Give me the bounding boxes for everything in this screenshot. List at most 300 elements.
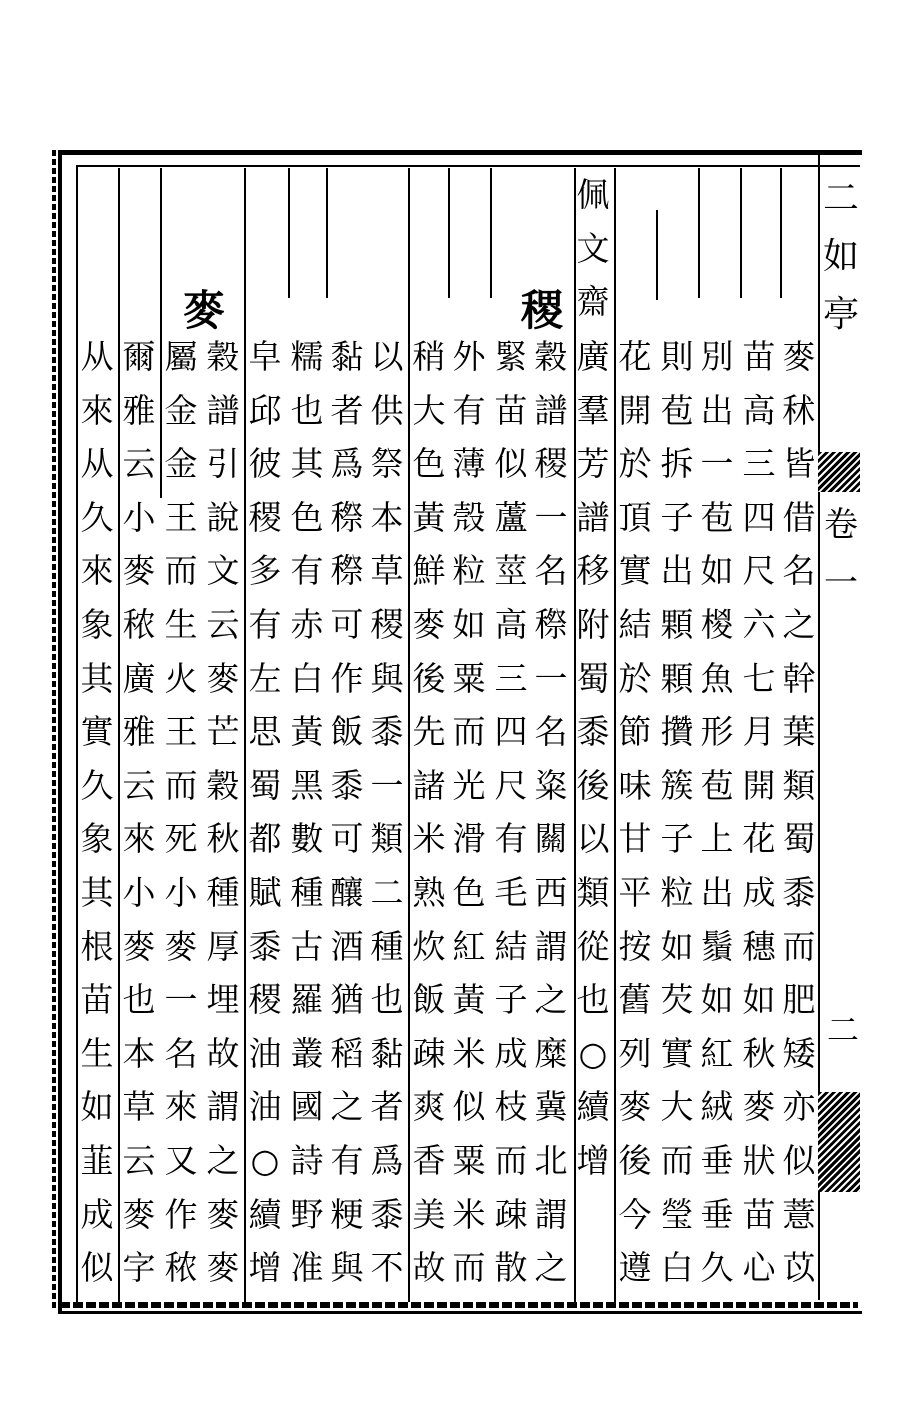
text-char: 後 (412, 658, 446, 698)
text-char: 而 (494, 1140, 528, 1180)
text-char: 類 (576, 872, 610, 912)
text-char: 如 (742, 980, 776, 1020)
text-column (366, 330, 408, 1295)
text-char: 雅 (122, 390, 156, 430)
text-char: 王 (164, 712, 198, 752)
text-char: 薏 (782, 1194, 816, 1234)
text-char: 韮 (80, 1140, 114, 1180)
text-char: 邱 (248, 390, 282, 430)
fish-tail-mark-lower (818, 1092, 860, 1192)
text-char: 疎 (494, 1194, 528, 1234)
text-char: 簇 (660, 765, 694, 805)
text-char: 苞 (660, 390, 694, 430)
text-char: 皁 (248, 337, 282, 376)
text-char: 一 (700, 444, 734, 484)
text-char: 穄 (534, 604, 568, 644)
text-char: 殼 (452, 497, 486, 537)
text-char: 秫 (782, 390, 816, 430)
text-char: 種 (290, 872, 324, 912)
text-char: 秋 (742, 1033, 776, 1073)
text-column (656, 330, 698, 1295)
text-char: 大 (660, 1087, 694, 1127)
text-column (778, 330, 820, 1295)
text-char: 謂 (534, 926, 568, 966)
text-column (572, 330, 614, 1188)
text-char: 譜 (576, 497, 610, 537)
text-char: 粢 (534, 765, 568, 805)
text-char: 緊 (494, 337, 528, 376)
text-char: 黑 (290, 765, 324, 805)
text-char: 名 (782, 551, 816, 591)
text-char: 列 (618, 1033, 652, 1073)
text-char: 借 (782, 497, 816, 537)
text-char: 米 (412, 819, 446, 859)
text-char: 黏 (330, 337, 364, 376)
fish-tail-mark (818, 452, 860, 492)
text-char: 如 (660, 926, 694, 966)
text-char: 色 (412, 444, 446, 484)
text-char: 香 (412, 1140, 446, 1180)
text-char: 如 (452, 604, 486, 644)
fold-volume-char: 卷 (824, 505, 858, 545)
text-char: 絨 (700, 1087, 734, 1127)
text-char: 米 (452, 1033, 486, 1073)
text-char: 糯 (290, 337, 324, 376)
text-char: 尺 (742, 551, 776, 591)
text-char: 毛 (494, 872, 528, 912)
text-char: 花 (618, 337, 652, 376)
text-char: 稷 (370, 604, 404, 644)
text-char: 麥 (206, 658, 240, 698)
text-char: 穀 (206, 337, 240, 376)
text-char: 字 (122, 1248, 156, 1288)
text-char: 准 (290, 1248, 324, 1288)
text-char: 从 (80, 337, 114, 376)
text-column (614, 330, 656, 1295)
text-char: 稻 (330, 1033, 364, 1073)
text-char: 厚 (206, 926, 240, 966)
text-char: 黃 (452, 980, 486, 1020)
text-char: 也 (122, 980, 156, 1020)
text-char: 稷 (248, 497, 282, 537)
text-char: 高 (494, 604, 528, 644)
text-char: 如 (80, 1087, 114, 1127)
text-column (160, 330, 202, 1295)
text-char: 黏 (370, 1033, 404, 1073)
text-char: 滑 (452, 819, 486, 859)
text-char: 色 (290, 497, 324, 537)
text-char: 而 (164, 551, 198, 591)
text-char: 稷 (534, 444, 568, 484)
text-char: 種 (206, 872, 240, 912)
text-char: 廣 (122, 658, 156, 698)
text-char: 譜 (534, 390, 568, 430)
text-char: 花 (742, 819, 776, 859)
text-char: 麥 (412, 604, 446, 644)
text-char: 成 (742, 872, 776, 912)
text-char: 黃 (412, 497, 446, 537)
text-char: 云 (122, 1140, 156, 1180)
text-char: 古 (290, 926, 324, 966)
text-char: 而 (660, 1140, 694, 1180)
text-char: 與 (370, 658, 404, 698)
text-char: 矮 (782, 1033, 816, 1073)
heading-ji: 稷 (520, 286, 563, 335)
text-char: 成 (80, 1194, 114, 1234)
text-char: 有 (330, 1140, 364, 1180)
text-char: 月 (742, 712, 776, 752)
text-char: 謂 (534, 1194, 568, 1234)
text-char: 成 (494, 1033, 528, 1073)
text-char: 六 (742, 604, 776, 644)
text-char: 穀 (206, 765, 240, 805)
text-char: 三 (742, 444, 776, 484)
text-char: 似 (494, 444, 528, 484)
text-char: 實 (660, 1033, 694, 1073)
text-char: 麥 (122, 926, 156, 966)
text-char: 生 (164, 604, 198, 644)
text-char: 者 (330, 390, 364, 430)
text-char: 黃 (290, 712, 324, 752)
text-char: 穗 (742, 926, 776, 966)
text-char: 關 (534, 819, 568, 859)
text-char: 粟 (452, 658, 486, 698)
text-char: 國 (290, 1087, 324, 1127)
text-char: 麥 (742, 1087, 776, 1127)
text-char: 苞 (700, 497, 734, 537)
text-char: 麥 (122, 1194, 156, 1234)
text-char: 爲 (330, 444, 364, 484)
text-column (448, 330, 490, 1295)
column-rule (656, 210, 658, 300)
column-rule (288, 168, 290, 298)
text-char: 引 (206, 444, 240, 484)
fold-title-char: 二 (822, 178, 859, 219)
text-char: 一 (370, 765, 404, 805)
text-char: 油 (248, 1033, 282, 1073)
text-char: 一 (164, 980, 198, 1020)
text-char: 鬚 (700, 926, 734, 966)
text-char: 黍 (370, 712, 404, 752)
text-char: 者 (370, 1087, 404, 1127)
text-char: 黍 (330, 765, 364, 805)
text-char: 金 (164, 444, 198, 484)
text-char: 西 (534, 872, 568, 912)
text-char: 三 (494, 658, 528, 698)
text-char: 久 (700, 1248, 734, 1288)
text-char: 別 (700, 337, 734, 376)
fold-volume-char: 一 (824, 563, 858, 603)
text-char: 增 (576, 1140, 610, 1180)
text-char: 可 (330, 819, 364, 859)
text-char: ○ (578, 1033, 608, 1073)
text-char: 莖 (494, 551, 528, 591)
text-char: 秋 (206, 819, 240, 859)
text-char: 甘 (618, 819, 652, 859)
text-char: 有 (494, 819, 528, 859)
text-char: 類 (370, 819, 404, 859)
text-column (696, 330, 738, 1295)
text-char: 以 (370, 337, 404, 376)
column-rule (780, 168, 782, 298)
text-char: 移 (576, 551, 610, 591)
column-rule (490, 168, 492, 298)
text-char: 以 (576, 819, 610, 859)
text-char: 從 (576, 926, 610, 966)
text-char: 也 (290, 390, 324, 430)
text-char: ○ (250, 1140, 280, 1180)
text-char: 芳 (576, 444, 610, 484)
fold-title (822, 170, 860, 344)
text-char: 實 (80, 712, 114, 752)
text-char: 魚 (700, 658, 734, 698)
text-char: 有 (248, 604, 282, 644)
text-char: 羅 (290, 980, 324, 1020)
text-char: 芒 (206, 712, 240, 752)
column-rule (740, 168, 742, 298)
text-char: 一 (534, 658, 568, 698)
text-char: 詩 (290, 1140, 324, 1180)
text-char: 名 (164, 1033, 198, 1073)
text-char: 而 (782, 926, 816, 966)
text-char: 尺 (494, 765, 528, 805)
text-char: 稍 (412, 337, 446, 376)
text-char: 米 (452, 1194, 486, 1234)
text-char: 薄 (452, 444, 486, 484)
text-char: 而 (164, 765, 198, 805)
text-char: 野 (290, 1194, 324, 1234)
text-char: 本 (370, 497, 404, 537)
text-char: 子 (660, 819, 694, 859)
text-char: 來 (80, 390, 114, 430)
text-char: 諸 (412, 765, 446, 805)
text-column (738, 330, 780, 1295)
text-char: 草 (122, 1087, 156, 1127)
text-char: 增 (248, 1248, 282, 1288)
text-char: 有 (290, 551, 324, 591)
text-char: 其 (80, 658, 114, 698)
text-char: 外 (452, 337, 486, 376)
text-char: 椶 (700, 604, 734, 644)
text-char: 實 (618, 551, 652, 591)
text-char: 鮮 (412, 551, 446, 591)
text-char: 蜀 (576, 658, 610, 698)
text-char: 佩 (576, 175, 610, 214)
text-char: 故 (206, 1033, 240, 1073)
text-char: 於 (618, 444, 652, 484)
text-char: 大 (412, 390, 446, 430)
text-char: 黍 (576, 712, 610, 752)
text-char: 麥 (164, 926, 198, 966)
text-char: 北 (534, 1140, 568, 1180)
text-column (76, 330, 118, 1295)
text-column (202, 330, 244, 1295)
text-char: 穄 (330, 551, 364, 591)
margin-strip (52, 150, 56, 1310)
heading-mai: 麥 (182, 286, 225, 335)
fold-volume (822, 496, 860, 612)
text-char: 又 (164, 1140, 198, 1180)
text-char: 之 (330, 1087, 364, 1127)
text-char: 如 (700, 980, 734, 1020)
text-char: 譜 (206, 390, 240, 430)
text-column (530, 330, 572, 1295)
text-char: 黍 (370, 1194, 404, 1234)
text-char: 平 (618, 872, 652, 912)
text-char: 肥 (782, 980, 816, 1020)
text-char: 瑩 (660, 1194, 694, 1234)
text-char: 說 (206, 497, 240, 537)
text-char: 屬 (164, 337, 198, 376)
text-char: 結 (494, 926, 528, 966)
text-char: 象 (80, 604, 114, 644)
text-char: 稷 (248, 980, 282, 1020)
text-char: 熟 (412, 872, 446, 912)
text-char: 枝 (494, 1087, 528, 1127)
text-char: 類 (782, 765, 816, 805)
text-char: 謂 (206, 1087, 240, 1127)
text-column (408, 330, 450, 1295)
text-char: 美 (412, 1194, 446, 1234)
text-char: 爽 (412, 1087, 446, 1127)
text-char: 紅 (452, 926, 486, 966)
text-char: 苡 (782, 1248, 816, 1288)
text-char: 作 (164, 1194, 198, 1234)
text-char: 彼 (248, 444, 282, 484)
text-char: 一 (534, 497, 568, 537)
text-char: 其 (290, 444, 324, 484)
column-rule (698, 168, 700, 298)
text-char: 文 (576, 228, 610, 268)
text-char: 故 (412, 1248, 446, 1288)
text-char: 麥 (618, 1087, 652, 1127)
text-char: 出 (700, 390, 734, 430)
text-char: 按 (618, 926, 652, 966)
text-char: 數 (290, 819, 324, 859)
text-char: 與 (330, 1248, 364, 1288)
text-char: 子 (660, 497, 694, 537)
text-char: 小 (122, 872, 156, 912)
text-char: 左 (248, 658, 282, 698)
text-char: 麥 (782, 337, 816, 376)
text-char: 疎 (412, 1033, 446, 1073)
text-char: 苗 (742, 337, 776, 376)
text-char: 出 (660, 551, 694, 591)
text-char: 則 (660, 337, 694, 376)
text-char: 名 (534, 551, 568, 591)
text-char: 王 (164, 497, 198, 537)
text-column (490, 330, 532, 1295)
text-char: 穄 (330, 497, 364, 537)
text-char: 麥 (122, 551, 156, 591)
text-char: 白 (660, 1248, 694, 1288)
text-char: 上 (700, 819, 734, 859)
text-char: 云 (122, 444, 156, 484)
text-char: 附 (576, 604, 610, 644)
text-char: 本 (122, 1033, 156, 1073)
text-char: 炊 (412, 926, 446, 966)
text-char: 羣 (576, 390, 610, 430)
text-char: 黍 (248, 926, 282, 966)
text-char: 也 (576, 980, 610, 1020)
text-char: 穀 (534, 337, 568, 376)
column-rule (448, 168, 450, 298)
text-char: 小 (164, 872, 198, 912)
text-char: 今 (618, 1194, 652, 1234)
text-char: 顆 (660, 604, 694, 644)
text-char: 生 (80, 1033, 114, 1073)
text-char: 酒 (330, 926, 364, 966)
text-char: 四 (494, 712, 528, 752)
text-char: 粳 (330, 1194, 364, 1234)
text-column (286, 330, 328, 1295)
text-char: 遵 (618, 1248, 652, 1288)
text-char: 開 (618, 390, 652, 430)
text-char: 粒 (452, 551, 486, 591)
text-char: 續 (576, 1087, 610, 1127)
text-char: 白 (290, 658, 324, 698)
text-char: 先 (412, 712, 446, 752)
column-rule (326, 168, 328, 298)
text-char: 不 (370, 1248, 404, 1288)
text-char: 草 (370, 551, 404, 591)
text-char: 云 (122, 765, 156, 805)
text-char: 如 (700, 551, 734, 591)
text-char: 多 (248, 551, 282, 591)
text-char: 狀 (742, 1140, 776, 1180)
text-char: 節 (618, 712, 652, 752)
text-char: 頂 (618, 497, 652, 537)
fold-title-char: 亭 (822, 294, 859, 335)
text-char: 味 (618, 765, 652, 805)
text-char: 从 (80, 444, 114, 484)
text-char: 散 (494, 1248, 528, 1288)
text-char: 秾 (122, 604, 156, 644)
text-char: 粟 (452, 1140, 486, 1180)
text-char: 四 (742, 497, 776, 537)
text-char: 齋 (576, 282, 610, 322)
text-char: 叢 (290, 1033, 324, 1073)
text-char: 爾 (122, 337, 156, 376)
text-char: 舊 (618, 980, 652, 1020)
text-char: 秾 (164, 1248, 198, 1288)
text-char: 葉 (782, 712, 816, 752)
text-char: 都 (248, 819, 282, 859)
text-char: 蜀 (248, 765, 282, 805)
text-char: 而 (452, 1248, 486, 1288)
text-char: 可 (330, 604, 364, 644)
text-char: 來 (122, 819, 156, 859)
text-char: 名 (534, 712, 568, 752)
text-char: 麥 (206, 1194, 240, 1234)
text-char: 來 (164, 1087, 198, 1127)
text-char: 蜀 (782, 819, 816, 859)
text-char: 形 (700, 712, 734, 752)
text-char: 糜 (534, 1033, 568, 1073)
text-char: 皆 (782, 444, 816, 484)
text-char: 似 (452, 1087, 486, 1127)
text-char: 之 (534, 980, 568, 1020)
text-char: 苗 (742, 1194, 776, 1234)
text-char: 久 (80, 497, 114, 537)
fold-page-number: 二 (826, 1011, 859, 1049)
text-char: 七 (742, 658, 776, 698)
text-char: 之 (206, 1140, 240, 1180)
text-char: 赤 (290, 604, 324, 644)
text-char: 子 (494, 980, 528, 1020)
text-char: 飯 (330, 712, 364, 752)
text-char: 開 (742, 765, 776, 805)
